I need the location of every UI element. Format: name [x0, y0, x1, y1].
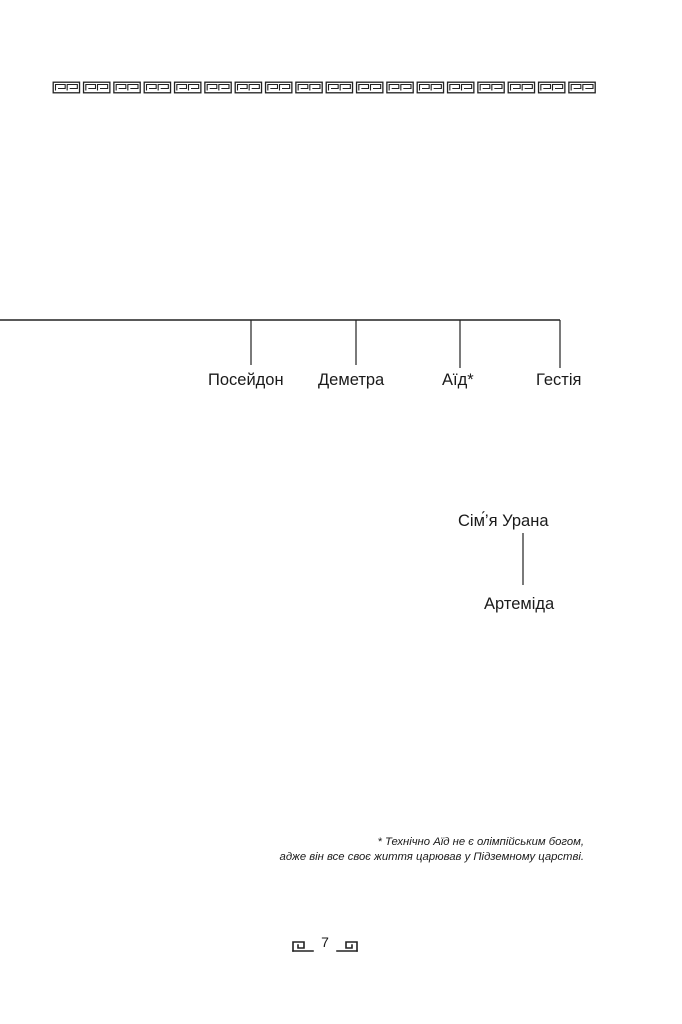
meander-unit	[266, 82, 292, 93]
meander-unit	[326, 82, 352, 93]
meander-unit	[387, 82, 413, 93]
member-artemis: Артеміда	[484, 595, 555, 613]
meander-unit	[296, 82, 322, 93]
member-demeter: Деметра	[318, 371, 385, 389]
member-hestia: Гестія	[536, 371, 582, 389]
meander-unit	[235, 82, 261, 93]
meander-unit	[357, 82, 383, 93]
uranus-family-label: Сім́’я Урана	[458, 512, 549, 530]
member-hades: Аїд*	[442, 371, 474, 389]
meander-unit	[175, 82, 201, 93]
meander-unit	[144, 82, 170, 93]
greek-key-border	[52, 81, 598, 94]
page-number: 7	[321, 934, 329, 950]
member-poseidon: Посейдон	[208, 371, 284, 389]
footnote-line-2: адже він все своє життя царював у Підземному царстві.	[279, 851, 584, 863]
footnote-line-1: * Технічно Аїд не є олімпійським богом,	[377, 836, 584, 848]
meander-unit	[539, 82, 565, 93]
meander-unit	[508, 82, 534, 93]
meander-unit	[417, 82, 443, 93]
meander-unit	[84, 82, 110, 93]
meander-unit	[448, 82, 474, 93]
meander-unit	[53, 82, 79, 93]
page-number-block	[291, 934, 359, 954]
footnote	[280, 835, 584, 865]
meander-unit	[205, 82, 231, 93]
meander-unit	[478, 82, 504, 93]
meander-unit	[569, 82, 595, 93]
meander-unit	[114, 82, 140, 93]
